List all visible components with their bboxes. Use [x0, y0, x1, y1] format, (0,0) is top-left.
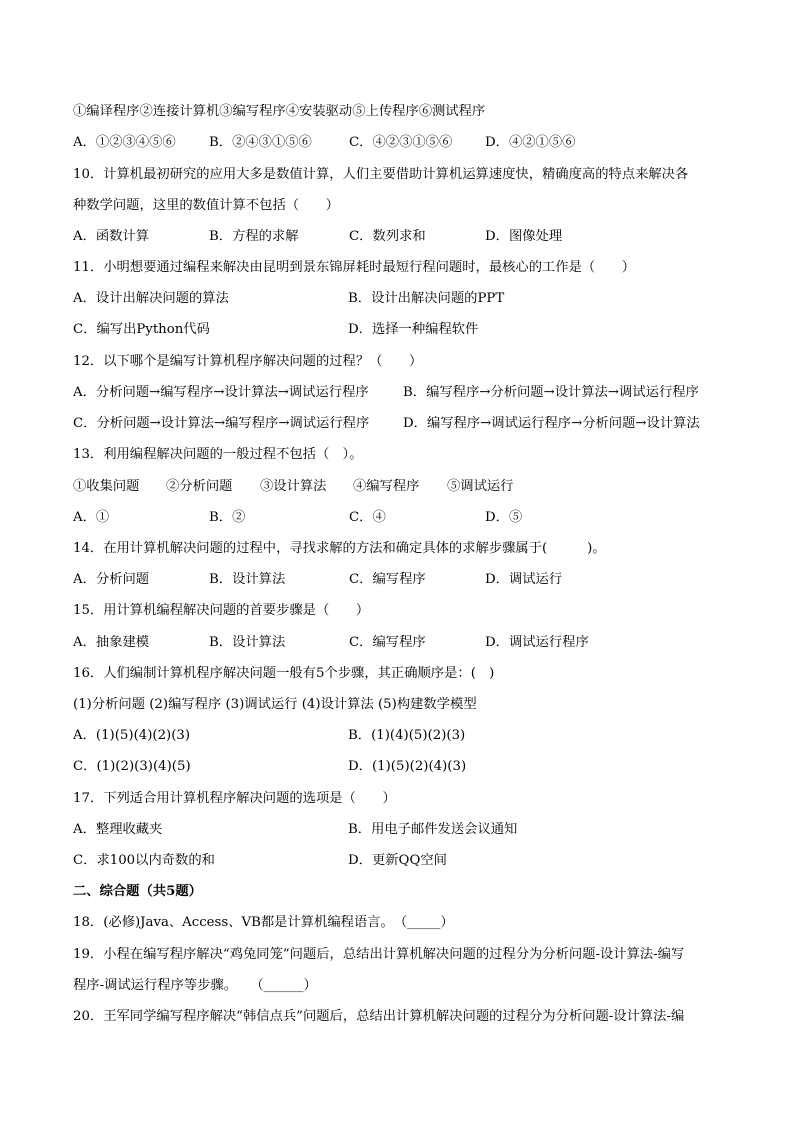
text-line: [73, 101, 744, 123]
question-11: [73, 257, 744, 279]
question-17: [73, 788, 744, 810]
option-a: A．①②③④⑤⑥: [73, 135, 176, 150]
option-a: A．设计出解决问题的算法: [73, 291, 229, 306]
option-d: D．调试运行程序: [485, 635, 589, 650]
option-b: B．设计算法: [209, 572, 286, 587]
option-row: [73, 850, 744, 872]
option-c: C．编写程序: [349, 572, 426, 587]
question-18: [73, 912, 744, 934]
line-text: 14．在用计算机解决问题的过程中，寻找求解的方法和确定具体的求解步骤属于( )。: [73, 541, 606, 556]
step-item: ①收集问题: [73, 479, 140, 494]
question-19: [73, 944, 744, 966]
option-row: [73, 413, 744, 435]
step-item: ④编写程序: [353, 479, 420, 494]
step-item: ⑤调试运行: [447, 479, 514, 494]
option-b: B．②④③①⑤⑥: [209, 135, 312, 150]
line-text: ①编译程序②连接计算机③编写程序④安装驱动⑤上传程序⑥测试程序: [73, 104, 486, 119]
option-row: [73, 132, 744, 154]
option-a: A．函数计算: [73, 229, 150, 244]
option-row: [73, 507, 744, 529]
line-text: 11．小明想要通过编程来解决由昆明到景东锦屏耗时最短行程问题时，最核心的工作是（ ）: [73, 260, 636, 275]
option-row: [73, 382, 744, 404]
option-row: [73, 288, 744, 310]
option-c: C．求100以内奇数的和: [73, 853, 215, 868]
option-d: D．调试运行: [485, 572, 563, 587]
option-row: [73, 226, 744, 248]
line-text: 15．用计算机编程解决问题的首要步骤是（ ）: [73, 603, 370, 618]
step-item: ②分析问题: [166, 479, 233, 494]
question-12: [73, 351, 744, 373]
option-a: A．分析问题→编写程序→设计算法→调试运行程序: [73, 385, 369, 400]
option-c: C．④: [349, 510, 386, 525]
step-row: [73, 476, 744, 498]
option-c: C．编写出Python代码: [73, 322, 210, 337]
option-row: [73, 819, 744, 841]
option-row: [73, 725, 744, 747]
question-15: [73, 600, 744, 622]
line-text: 17．下列适合用计算机程序解决问题的选项是（ ）: [73, 791, 396, 806]
line-text: 12．以下哪个是编写计算机程序解决问题的过程？（ ）: [73, 354, 423, 369]
option-a: A．整理收藏夹: [73, 822, 163, 837]
option-d: D．⑤: [485, 510, 523, 525]
option-c: C．分析问题→设计算法→编写程序→调试运行程序: [73, 416, 370, 431]
option-b: B．设计出解决问题的PPT: [348, 291, 505, 306]
line-text: 10．计算机最初研究的应用大多是数值计算，人们主要借助计算机运算速度快，精确度高的特点来解决各: [73, 167, 689, 182]
option-row: [73, 756, 744, 778]
question-20: [73, 1006, 744, 1028]
option-d: D．(1)(5)(2)(4)(3): [348, 759, 467, 774]
option-b: B．(1)(4)(5)(2)(3): [348, 728, 466, 743]
option-d: D．编写程序→调试运行程序→分析问题→设计算法: [403, 416, 700, 431]
section-title: 二、综合题（共5题）: [73, 884, 202, 899]
option-b: B．用电子邮件发送会议通知: [348, 822, 518, 837]
text-line: [73, 195, 744, 217]
option-row: [73, 632, 744, 654]
option-d: D．④②①⑤⑥: [485, 135, 576, 150]
option-b: B．②: [209, 510, 246, 525]
option-row: [73, 319, 744, 341]
line-text: 19．小程在编写程序解决“鸡兔同笼”问题后，总结出计算机解决问题的过程分为分析问题-设计算法-编写: [73, 947, 685, 962]
question-10: [73, 164, 744, 186]
option-c: C．编写程序: [349, 635, 426, 650]
line-text: 16．人们编制计算机程序解决问题一般有5个步骤，其正确顺序是：( ): [73, 666, 495, 681]
line-text: 13．利用编程解决问题的一般过程不包括（ ）。: [73, 447, 363, 462]
line-text: 18．(必修)Java、Access、VB都是计算机编程语言。 （_____）: [73, 915, 454, 930]
option-a: A．抽象建模: [73, 635, 150, 650]
option-row: [73, 569, 744, 591]
question-14: [73, 538, 744, 560]
option-d: D．图像处理: [485, 229, 563, 244]
step-item: ③设计算法: [260, 479, 327, 494]
line-text: 20．王军同学编写程序解决“韩信点兵”问题后，总结出计算机解决问题的过程分为分析问题-设计算法-编: [73, 1009, 685, 1024]
text-line: [73, 975, 744, 997]
text-line: [73, 694, 744, 716]
option-c: C．(1)(2)(3)(4)(5): [73, 759, 191, 774]
option-d: D．选择一种编程软件: [348, 322, 479, 337]
question-16: [73, 663, 744, 685]
option-c: C．④②③①⑤⑥: [349, 135, 453, 150]
option-b: B．方程的求解: [209, 229, 299, 244]
line-text: (1)分析问题 (2)编写程序 (3)调试运行 (4)设计算法 (5)构建数学模型: [73, 697, 477, 712]
option-b: B．编写程序→分析问题→设计算法→调试运行程序: [403, 385, 699, 400]
option-a: A．(1)(5)(4)(2)(3): [73, 728, 191, 743]
option-a: A．①: [73, 510, 110, 525]
line-text: 程序-调试运行程序等步骤。 （______）: [73, 978, 317, 993]
option-d: D．更新QQ空间: [348, 853, 447, 868]
option-b: B．设计算法: [209, 635, 286, 650]
section-heading: [73, 881, 744, 903]
line-text: 种数学问题，这里的数值计算不包括（ ）: [73, 198, 339, 213]
option-c: C．数列求和: [349, 229, 426, 244]
option-a: A．分析问题: [73, 572, 150, 587]
question-13: [73, 444, 744, 466]
